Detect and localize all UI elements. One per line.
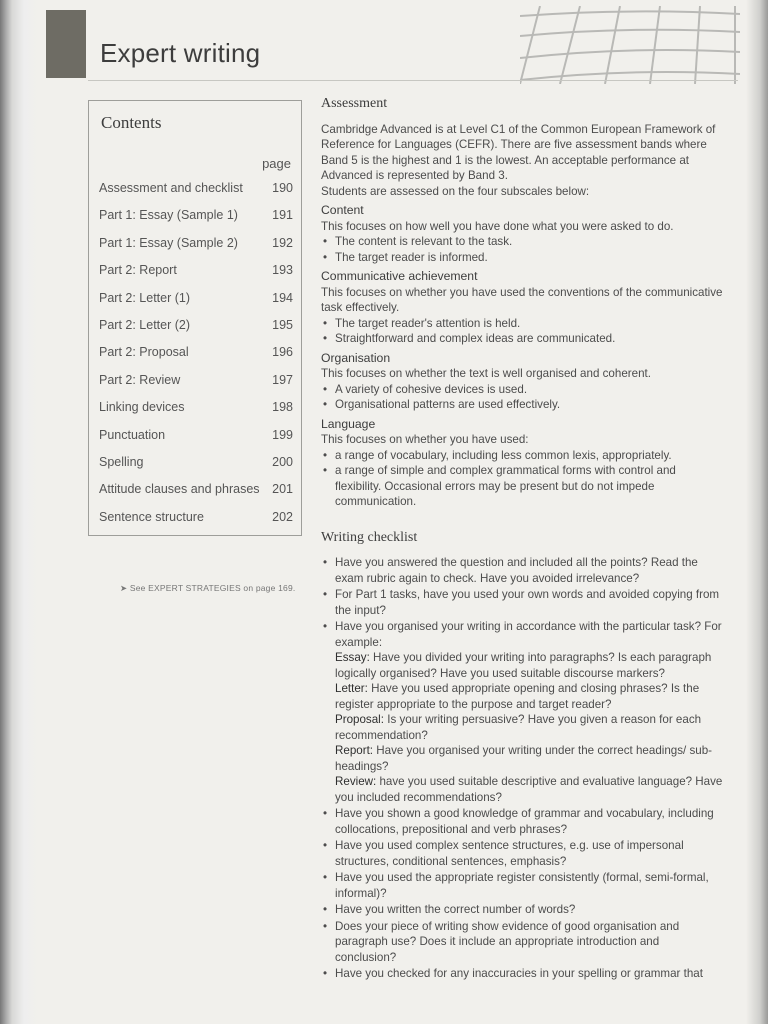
contents-item[interactable]: Part 2: Review 197	[99, 372, 293, 387]
organisation-bullets	[321, 382, 723, 413]
example-essay: Essay: Have you divided your writing into paragraphs? Is each paragraph logically organised? Have you used suitable discourse markers?	[335, 651, 712, 680]
checklist-item: • Have you written the correct number of words?	[321, 902, 723, 918]
contents-item[interactable]: Punctuation 199	[99, 427, 293, 442]
list-item: • a range of simple and complex grammatical forms with control and flexibility. Occasional errors may be present but do not impede communication.	[321, 463, 723, 510]
contents-item[interactable]: Part 1: Essay (Sample 2) 192	[99, 235, 293, 250]
communicative-desc: This focuses on whether you have used the conventions of the communicative task effectively.	[321, 285, 723, 314]
main-column	[321, 96, 723, 983]
contents-item[interactable]: Assessment and checklist 190	[99, 181, 293, 195]
list-item: • Straightforward and complex ideas are communicated.	[321, 331, 723, 347]
list-item: • The target reader's attention is held.	[321, 316, 723, 332]
organisation-heading: Organisation	[321, 350, 391, 365]
organisation-desc: This focuses on whether the text is well organised and coherent.	[321, 367, 651, 380]
example-letter: Letter: Have you used appropriate opening and closing phrases? Is the register appropriate to the purpose and target reader?	[335, 682, 700, 711]
checklist-item: • Have you checked for any inaccuracies in your spelling or grammar that	[321, 966, 723, 982]
assessment-subscales: Students are assessed on the four subscales below:	[321, 184, 590, 198]
list-item: • Organisational patterns are used effectively.	[321, 397, 723, 413]
page-right-edge	[746, 0, 768, 1024]
checklist-list	[321, 555, 723, 982]
contents-title: Contents	[101, 113, 162, 132]
contents-item[interactable]: Part 2: Proposal 196	[99, 345, 293, 360]
list-item: • The content is relevant to the task.	[321, 234, 723, 250]
contents-page-label: page	[262, 156, 291, 171]
header-divider	[88, 80, 738, 81]
contents-item[interactable]: Attitude clauses and phrases 201	[99, 482, 293, 497]
page-left-edge	[0, 0, 38, 1024]
contents-item[interactable]: Part 2: Report 193	[99, 263, 293, 278]
communicative-bullets	[321, 316, 723, 347]
checklist-item: • Have you used complex sentence structures, e.g. use of impersonal structures, conditional sentences, emphasis?	[321, 838, 723, 869]
list-item: • A variety of cohesive devices is used.	[321, 382, 723, 398]
contents-item[interactable]: Spelling 200	[99, 454, 293, 469]
see-strategies-note[interactable]: ➤ See EXPERT STRATEGIES on page 169.	[120, 583, 296, 593]
example-review: Review: have you used suitable descriptive and evaluative language? Have you included recommendations?	[335, 775, 723, 804]
assessment-heading: Assessment	[321, 96, 388, 111]
language-desc: This focuses on whether you have used:	[321, 433, 529, 446]
checklist-item: • Have you answered the question and included all the points? Read the exam rubric again to check. Have you avoided irrelevance?	[321, 555, 723, 586]
content-desc: This focuses on how well you have done what you were asked to do.	[321, 219, 674, 233]
checklist-item	[321, 619, 723, 805]
checklist-item-text: Have you organised your writing in accordance with the particular task? For example:	[335, 620, 722, 649]
contents-item[interactable]: Part 2: Letter (1) 194	[99, 290, 293, 305]
checklist-item: • Have you used the appropriate register consistently (formal, semi-formal, informal)?	[321, 870, 723, 901]
content-bullets	[321, 234, 723, 265]
example-proposal: Proposal: Is your writing persuasive? Have you given a reason for each recommendation?	[335, 713, 702, 742]
contents-panel	[88, 100, 302, 536]
checklist-item: • For Part 1 tasks, have you used your own words and avoided copying from the input?	[321, 587, 723, 618]
content-heading: Content	[321, 203, 364, 217]
list-item: • The target reader is informed.	[321, 250, 723, 266]
assessment-intro: Cambridge Advanced is at Level C1 of the Common European Framework of Reference for Languages (CEFR). There are five assessment bands where Band 5 is the highest and 1 is the lowest. An acceptable performance at Advanced is represented by Band 3.	[321, 122, 716, 182]
contents-item[interactable]: Part 1: Essay (Sample 1) 191	[99, 208, 293, 223]
contents-list	[99, 181, 293, 537]
communicative-heading: Communicative achievement	[321, 269, 478, 283]
contents-item[interactable]: Linking devices 198	[99, 400, 293, 415]
header-grid-graphic	[520, 6, 740, 84]
checklist-item: • Have you shown a good knowledge of grammar and vocabulary, including collocations, prepositional and verb phrases?	[321, 806, 723, 837]
example-report: Report: Have you organised your writing under the correct headings/ sub-headings?	[335, 744, 713, 773]
list-item: • a range of vocabulary, including less common lexis, appropriately.	[321, 448, 723, 464]
chapter-tab	[46, 10, 86, 78]
language-heading: Language	[321, 416, 376, 431]
checklist-item: • Does your piece of writing show evidence of good organisation and paragraph use? Does it include an appropriate introduction and conclusion?	[321, 919, 723, 966]
checklist-heading: Writing checklist	[321, 529, 418, 545]
contents-item[interactable]: Sentence structure 202	[99, 509, 293, 524]
language-bullets	[321, 448, 723, 510]
page-title: Expert writing	[100, 38, 261, 68]
contents-item[interactable]: Part 2: Letter (2) 195	[99, 317, 293, 332]
